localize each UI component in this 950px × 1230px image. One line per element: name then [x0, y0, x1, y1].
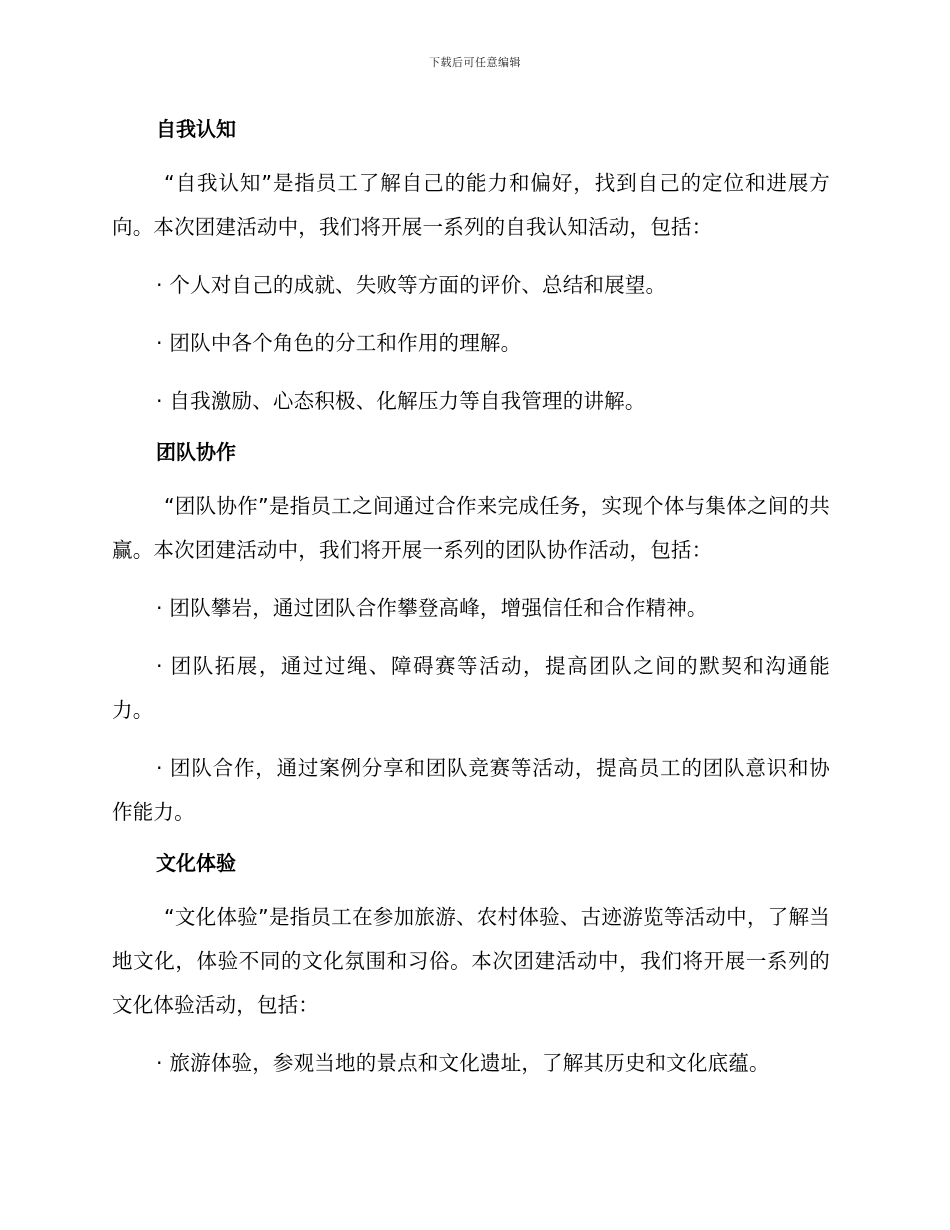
bullet-item: · 团队拓展，通过过绳、障碍赛等活动，提高团队之间的默契和沟通能力。 [112, 654, 830, 722]
section-intro: “自我认知”是指员工了解自己的能力和偏好，找到自己的定位和进展方向。本次团建活动中，我们将开展一系列的自我认知活动，包括： [112, 171, 830, 239]
bullet-item: · 团队中各个角色的分工和作用的理解。 [156, 331, 522, 355]
section-heading: 自我认知 [156, 117, 236, 141]
section-intro: “团队协作”是指员工之间通过合作来完成任务，实现个体与集体之间的共赢。本次团建活动中，我们将开展一系列的团队协作活动，包括： [112, 494, 830, 562]
bullet-item: · 团队合作，通过案例分享和团队竞赛等活动，提高员工的团队意识和协作能力。 [112, 756, 830, 824]
section-intro: “文化体验”是指员工在参加旅游、农村体验、古迹游览等活动中，了解当地文化，体验不同的文化氛围和习俗。本次团建活动中，我们将开展一系列的文化体验活动，包括： [112, 905, 830, 1017]
bullet-item: · 旅游体验，参观当地的景点和文化遗址，了解其历史和文化底蕴。 [156, 1051, 770, 1075]
section-heading: 团队协作 [156, 440, 236, 464]
document-body [112, 113, 830, 1085]
header-note: 下载后可任意编辑 [429, 56, 521, 69]
bullet-item: · 个人对自己的成就、失败等方面的评价、总结和展望。 [156, 273, 667, 297]
bullet-item: · 自我激励、心态积极、化解压力等自我管理的讲解。 [156, 389, 646, 413]
bullet-item: · 团队攀岩，通过团队合作攀登高峰，增强信任和合作精神。 [156, 596, 708, 620]
section-heading: 文化体验 [156, 851, 236, 875]
